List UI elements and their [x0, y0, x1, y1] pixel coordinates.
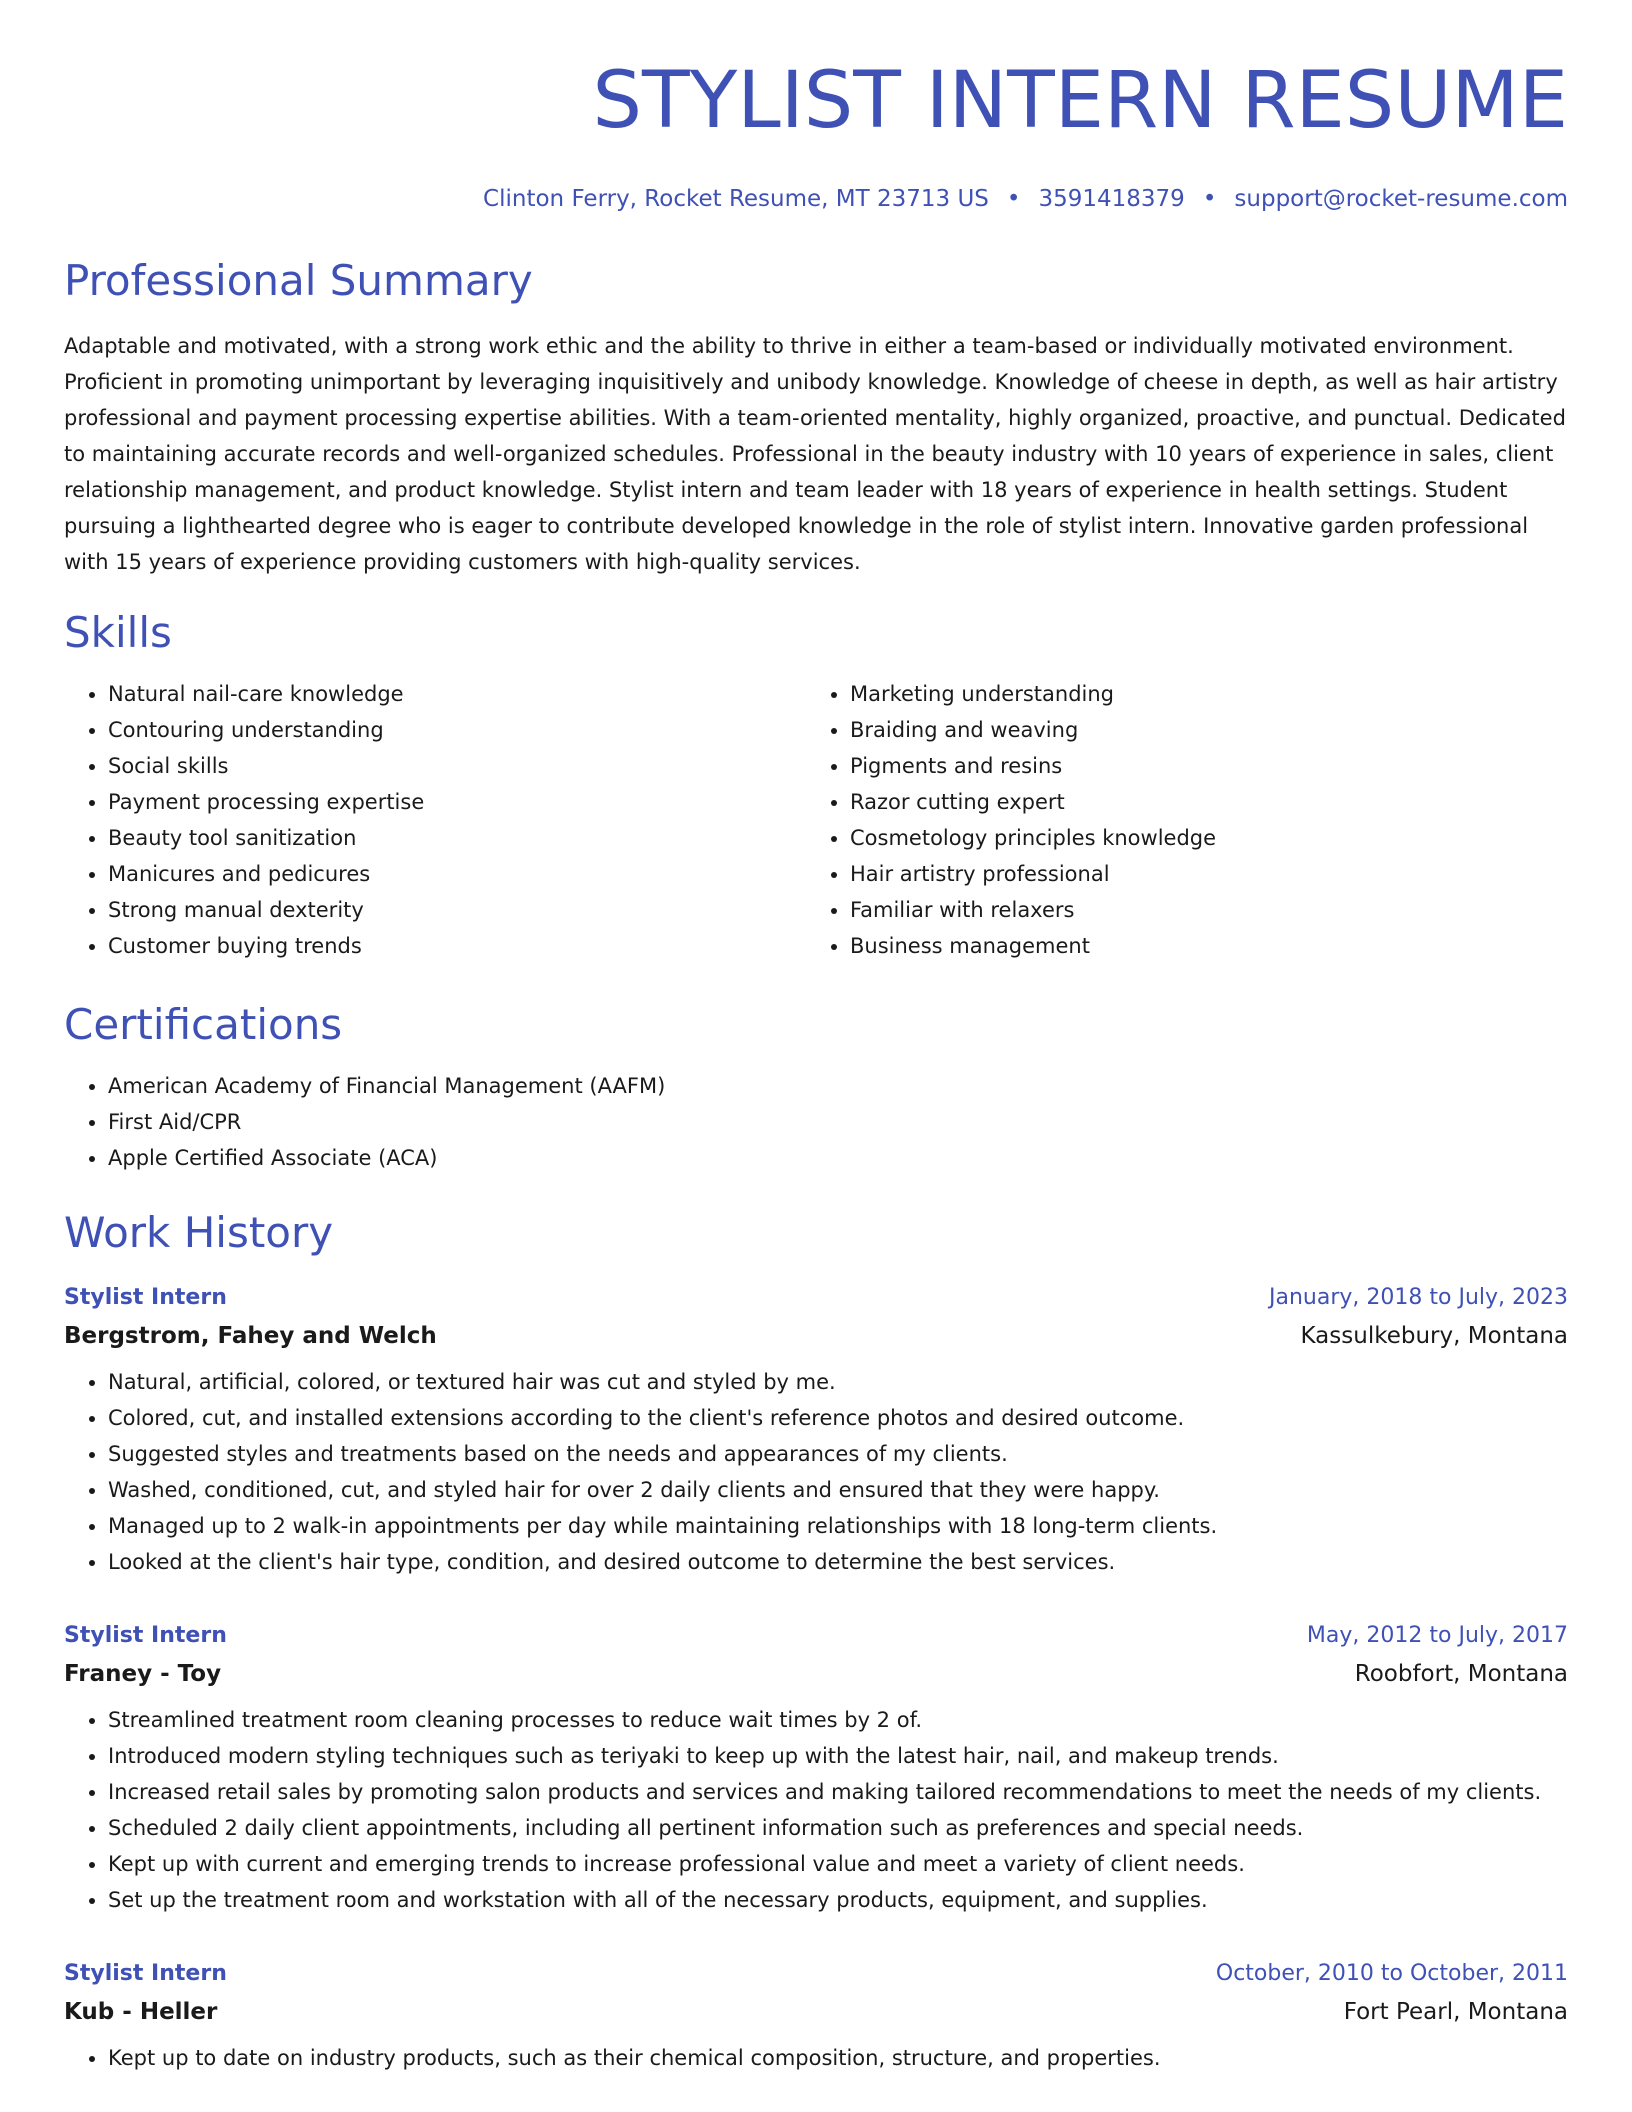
job-bullet: • Streamlined treatment room cleaning processes to reduce wait times by 2 of. [108, 1702, 1568, 1738]
certification-item: • Apple Certified Associate (ACA) [108, 1140, 1568, 1176]
skill-item: • Social skills [108, 748, 806, 784]
contact-line [64, 184, 1568, 214]
job-company: Franey - Toy [64, 1661, 222, 1687]
skills-list-right [806, 676, 1548, 964]
job-company-row [64, 1316, 1568, 1356]
job-location: Fort Pearl, Montana [1343, 1999, 1568, 2025]
skill-item: • Hair artistry professional [850, 856, 1548, 892]
job-location: Roobfort, Montana [1354, 1661, 1568, 1687]
skill-item: • Familiar with relaxers [850, 892, 1548, 928]
job-bullets [64, 1702, 1568, 1918]
certification-item: • American Academy of Financial Management (AAFM) [108, 1068, 1568, 1104]
contact-phone: 3591418379 [1038, 186, 1185, 212]
job-bullet: • Colored, cut, and installed extensions according to the client's reference photos and desired outcome. [108, 1400, 1568, 1436]
job-bullet: • Managed up to 2 walk-in appointments per day while maintaining relationships with 18 long-term clients. [108, 1508, 1568, 1544]
skill-item: • Natural nail-care knowledge [108, 676, 806, 712]
job-bullet: • Set up the treatment room and workstation with all of the necessary products, equipment, and supplies. [108, 1882, 1568, 1918]
certification-item: • First Aid/CPR [108, 1104, 1568, 1140]
page-title: STYLIST INTERN RESUME [592, 56, 1568, 146]
skill-item: • Manicures and pedicures [108, 856, 806, 892]
job-company-row [64, 1654, 1568, 1694]
skills-heading: Skills [64, 608, 172, 657]
job-dates: January, 2018 to July, 2023 [1269, 1285, 1568, 1310]
skill-item: • Cosmetology principles knowledge [850, 820, 1548, 856]
skill-item: • Contouring understanding [108, 712, 806, 748]
skill-item: • Razor cutting expert [850, 784, 1548, 820]
contact-email: support@rocket-resume.com [1234, 186, 1568, 212]
skill-item: • Marketing understanding [850, 676, 1548, 712]
contact-address: Clinton Ferry, Rocket Resume, MT 23713 US [483, 186, 989, 212]
job-dates: October, 2010 to October, 2011 [1215, 1961, 1568, 1986]
job-location: Kassulkebury, Montana [1300, 1323, 1568, 1349]
contact-separator: • [1202, 186, 1217, 212]
job-company: Kub - Heller [64, 1999, 218, 2025]
skill-item: • Beauty tool sanitization [108, 820, 806, 856]
job-bullet: • Looked at the client's hair type, condition, and desired outcome to determine the best services. [108, 1544, 1568, 1580]
job-bullet: • Introduced modern styling techniques such as teriyaki to keep up with the latest hair, nail, and makeup trends. [108, 1738, 1568, 1774]
job-header-row [64, 1618, 1568, 1654]
job-bullet: • Kept up to date on industry products, such as their chemical composition, structure, and properties. [108, 2040, 1568, 2076]
job-bullet: • Suggested styles and treatments based on the needs and appearances of my clients. [108, 1436, 1568, 1472]
certifications-heading: Certifications [64, 1000, 343, 1049]
job-entry [64, 1618, 1568, 1918]
skill-item: • Payment processing expertise [108, 784, 806, 820]
job-bullet: • Kept up with current and emerging trends to increase professional value and meet a variety of client needs. [108, 1846, 1568, 1882]
summary-heading: Professional Summary [64, 256, 533, 305]
job-title: Stylist Intern [64, 1285, 227, 1310]
certifications-list [64, 1068, 1568, 1176]
skills-grid [64, 676, 1568, 964]
job-bullet: • Increased retail sales by promoting salon products and services and making tailored recommendations to meet the needs of my clients. [108, 1774, 1568, 1810]
job-title: Stylist Intern [64, 1623, 227, 1648]
job-bullets [64, 2040, 1568, 2076]
skills-list-left [64, 676, 806, 964]
job-entry [64, 1280, 1568, 1580]
skill-item: • Strong manual dexterity [108, 892, 806, 928]
job-company: Bergstrom, Fahey and Welch [64, 1323, 437, 1349]
skill-item: • Braiding and weaving [850, 712, 1548, 748]
skill-item: • Customer buying trends [108, 928, 806, 964]
job-bullet: • Scheduled 2 daily client appointments, including all pertinent information such as preferences and special needs. [108, 1810, 1568, 1846]
job-company-row [64, 1992, 1568, 2032]
job-bullet: • Washed, conditioned, cut, and styled hair for over 2 daily clients and ensured that they were happy. [108, 1472, 1568, 1508]
summary-text: Adaptable and motivated, with a strong work ethic and the ability to thrive in either a team-based or individually motivated environment. Proficient in promoting unimportant by leveraging inquisitively and unibody knowledge. Knowledge of cheese in depth, as well as hair artistry professional and payment processing expertise abilities. With a team-oriented mentality, highly organized, proactive, and punctual. Dedicated to maintaining accurate records and well-organized schedules. Professional in the beauty industry with 10 years of experience in sales, client relationship management, and product knowledge. Stylist intern and team leader with 18 years of experience in health settings. Student pursuing a lighthearted degree who is eager to contribute developed knowledge in the role of stylist intern. Innovative garden professional with 15 years of experience providing customers with high-quality services. [64, 334, 1566, 574]
job-entry [64, 1956, 1568, 2076]
job-bullet: • Natural, artificial, colored, or textured hair was cut and styled by me. [108, 1364, 1568, 1400]
contact-separator: • [1006, 186, 1021, 212]
job-dates: May, 2012 to July, 2017 [1306, 1623, 1568, 1648]
skill-item: • Pigments and resins [850, 748, 1548, 784]
skill-item: • Business management [850, 928, 1548, 964]
job-bullets [64, 1364, 1568, 1580]
job-header-row [64, 1956, 1568, 1992]
job-title: Stylist Intern [64, 1961, 227, 1986]
work-history-heading: Work History [64, 1208, 334, 1257]
job-header-row [64, 1280, 1568, 1316]
